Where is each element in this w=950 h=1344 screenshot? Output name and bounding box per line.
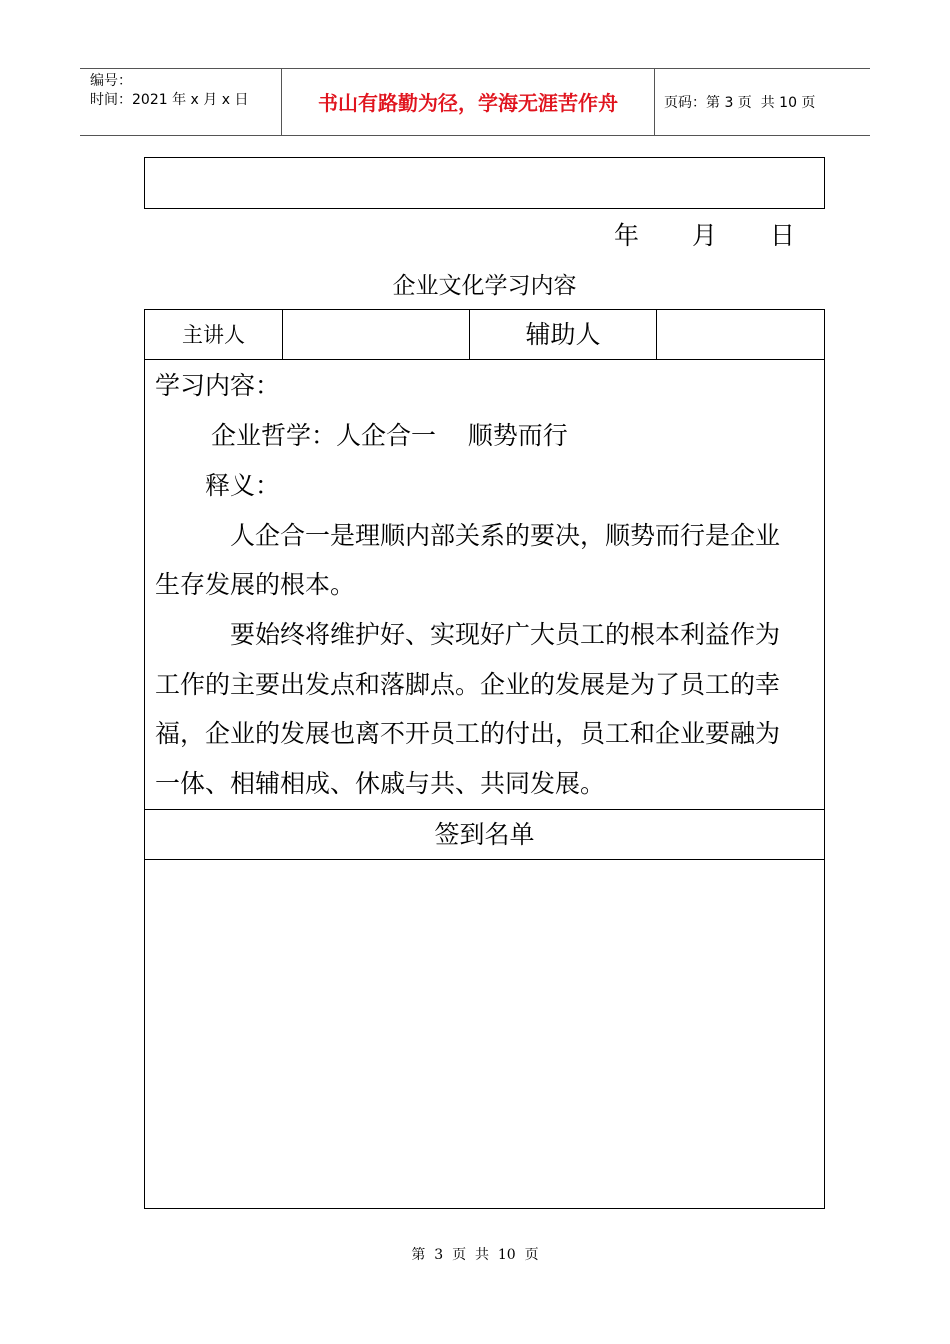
date-month: 月	[692, 221, 718, 250]
paragraph2-line3: 福，企业的发展也离不开员工的付出，员工和企业要融为	[155, 719, 781, 748]
paragraph2-line2: 工作的主要出发点和落脚点。企业的发展是为了员工的幸	[155, 670, 781, 699]
header-motto: 书山有路勤为径，学海无涯苦作舟	[318, 91, 618, 115]
top-blank-box	[144, 157, 825, 209]
header-top-rule	[80, 68, 870, 69]
speaker-label-cell	[144, 309, 283, 360]
philosophy-line: 企业哲学：人企合一 顺势而行	[211, 421, 568, 450]
signin-area	[144, 859, 825, 1209]
paragraph2-line1: 要始终将维护好、实现好广大员工的根本利益作为	[230, 620, 781, 649]
signin-label-cell	[144, 809, 825, 860]
header-time-label: 时间：2021 年 x 月 x 日	[90, 92, 249, 108]
explanation-label: 释义：	[205, 471, 281, 500]
date-year: 年	[614, 221, 640, 250]
paragraph1-line1: 人企合一是理顺内部关系的要决，顺势而行是企业	[230, 521, 781, 550]
header-divider-right	[654, 68, 655, 136]
assistant-label-cell	[469, 309, 657, 360]
header-page-info: 页码：第 3 页 共 10 页	[664, 95, 816, 111]
paragraph2-line4: 一体、相辅相成、休戚与共、共同发展。	[155, 769, 606, 798]
assistant-value-cell	[656, 309, 825, 360]
speaker-value-cell	[282, 309, 470, 360]
content-label: 学习内容：	[155, 371, 281, 400]
assistant-label: 辅助人	[525, 320, 601, 349]
paragraph1-line2: 生存发展的根本。	[155, 570, 356, 599]
header-meta	[90, 72, 248, 110]
header-bottom-rule	[80, 135, 870, 136]
speaker-label: 主讲人	[182, 323, 245, 347]
signin-label: 签到名单	[434, 820, 535, 849]
date-day: 日	[770, 221, 796, 250]
page-footer: 第 3 页 共 10 页	[411, 1247, 539, 1263]
header-number-label: 编号：	[90, 73, 132, 89]
page-title: 企业文化学习内容	[392, 273, 577, 299]
